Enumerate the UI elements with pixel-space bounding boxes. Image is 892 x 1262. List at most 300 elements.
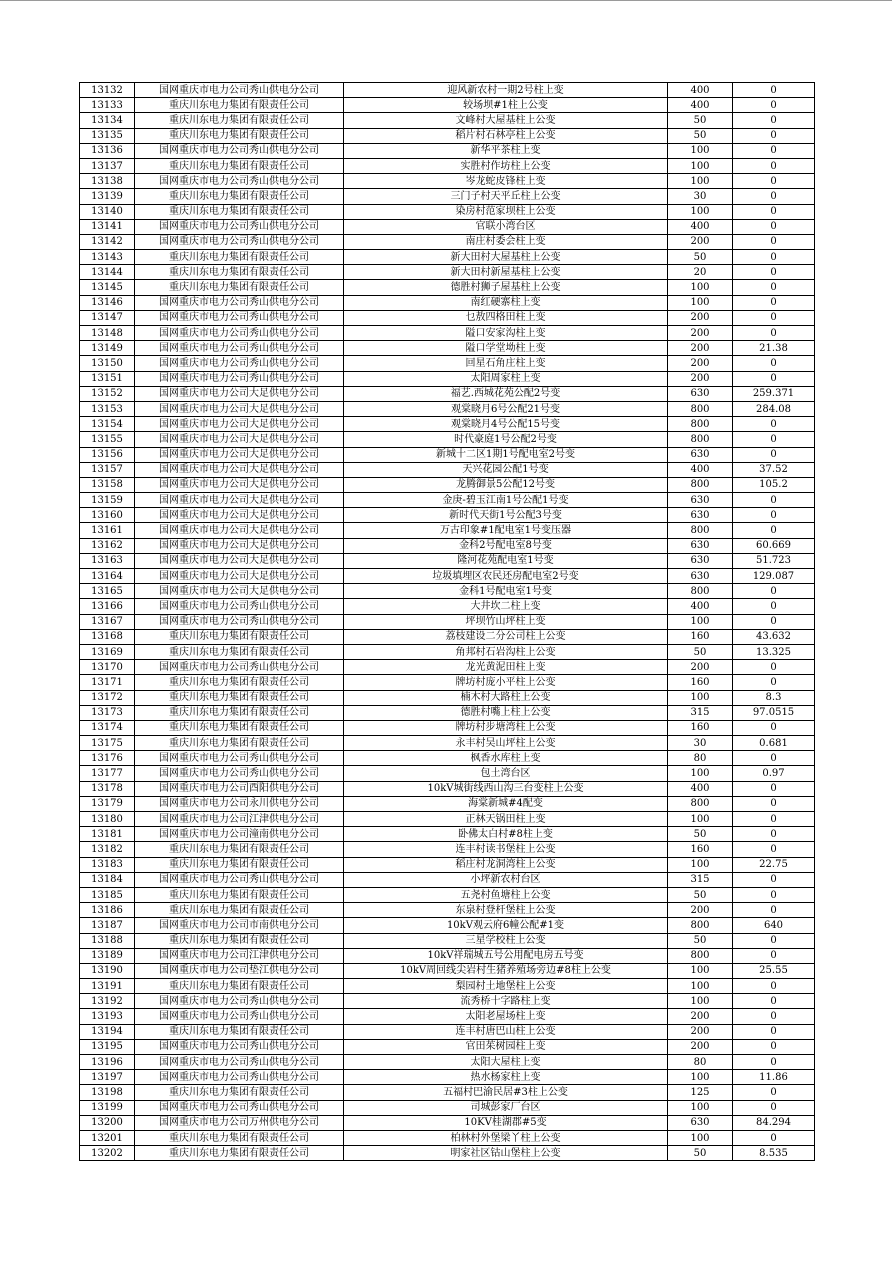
table-row: [80, 903, 815, 918]
cell-id: 13142: [80, 234, 135, 249]
cell-value: 0: [733, 219, 815, 234]
table-row: [80, 827, 815, 842]
cell-capacity: 125: [668, 1085, 733, 1100]
cell-company: 国网重庆市电力公司秀山供电分公司: [135, 1100, 344, 1115]
cell-transformer-name: 永丰村吴山坪柱上公变: [344, 736, 668, 751]
cell-value: 259.371: [733, 386, 815, 401]
cell-transformer-name: 大井坎二柱上变: [344, 599, 668, 614]
cell-id: 13191: [80, 979, 135, 994]
cell-company: 国网重庆市电力公司江津供电分公司: [135, 948, 344, 963]
cell-id: 13196: [80, 1055, 135, 1070]
cell-capacity: 200: [668, 326, 733, 341]
cell-id: 13202: [80, 1146, 135, 1161]
table-row: [80, 1055, 815, 1070]
cell-capacity: 160: [668, 675, 733, 690]
cell-transformer-name: 金科2号配电室8号变: [344, 538, 668, 553]
cell-capacity: 20: [668, 265, 733, 280]
cell-capacity: 100: [668, 690, 733, 705]
cell-transformer-name: 迎风新农村一期2号柱上变: [344, 83, 668, 98]
cell-capacity: 100: [668, 994, 733, 1009]
cell-capacity: 160: [668, 720, 733, 735]
table-row: [80, 1100, 815, 1115]
cell-value: 0: [733, 371, 815, 386]
cell-capacity: 100: [668, 204, 733, 219]
cell-capacity: 800: [668, 477, 733, 492]
cell-id: 13180: [80, 812, 135, 827]
table-row: [80, 432, 815, 447]
cell-capacity: 100: [668, 280, 733, 295]
cell-id: 13138: [80, 174, 135, 189]
cell-transformer-name: 南庄村委会柱上变: [344, 234, 668, 249]
cell-transformer-name: 卧佛太白村#8柱上变: [344, 827, 668, 842]
cell-value: 0: [733, 599, 815, 614]
cell-transformer-name: 五福村巴渝民居#3柱上公变: [344, 1085, 668, 1100]
cell-value: 129.087: [733, 569, 815, 584]
table-row: [80, 219, 815, 234]
cell-capacity: 400: [668, 781, 733, 796]
cell-id: 13135: [80, 128, 135, 143]
cell-capacity: 400: [668, 462, 733, 477]
cell-capacity: 800: [668, 401, 733, 416]
cell-value: 0: [733, 796, 815, 811]
table-row: [80, 280, 815, 295]
table-row: [80, 538, 815, 553]
cell-id: 13140: [80, 204, 135, 219]
cell-id: 13184: [80, 872, 135, 887]
cell-company: 国网重庆市电力公司大足供电分公司: [135, 584, 344, 599]
cell-company: 国网重庆市电力公司秀山供电分公司: [135, 371, 344, 386]
table-row: [80, 933, 815, 948]
cell-capacity: 50: [668, 113, 733, 128]
cell-capacity: 100: [668, 1100, 733, 1115]
cell-capacity: 30: [668, 189, 733, 204]
cell-capacity: 80: [668, 751, 733, 766]
cell-value: 0: [733, 265, 815, 280]
cell-id: 13182: [80, 842, 135, 857]
cell-id: 13160: [80, 508, 135, 523]
cell-id: 13188: [80, 933, 135, 948]
cell-transformer-name: 官田茱树园柱上变: [344, 1039, 668, 1054]
table-row: [80, 523, 815, 538]
cell-id: 13187: [80, 918, 135, 933]
cell-company: 国网重庆市电力公司大足供电分公司: [135, 417, 344, 432]
cell-id: 13186: [80, 903, 135, 918]
cell-company: 重庆川东电力集团有限责任公司: [135, 720, 344, 735]
cell-id: 13195: [80, 1039, 135, 1054]
table-row: [80, 386, 815, 401]
table-row: [80, 781, 815, 796]
cell-value: 0: [733, 432, 815, 447]
cell-capacity: 50: [668, 644, 733, 659]
cell-transformer-name: 太阳老屋场柱上变: [344, 1009, 668, 1024]
cell-transformer-name: 文峰村大屋基柱上公变: [344, 113, 668, 128]
cell-value: 0: [733, 417, 815, 432]
cell-id: 13198: [80, 1085, 135, 1100]
table-row: [80, 1130, 815, 1145]
cell-value: 13.325: [733, 644, 815, 659]
cell-id: 13141: [80, 219, 135, 234]
cell-value: 0: [733, 113, 815, 128]
cell-id: 13136: [80, 143, 135, 158]
cell-value: 0: [733, 326, 815, 341]
cell-value: 0: [733, 751, 815, 766]
table-row: [80, 1115, 815, 1130]
cell-value: 0: [733, 933, 815, 948]
cell-value: 0: [733, 948, 815, 963]
cell-company: 重庆川东电力集团有限责任公司: [135, 158, 344, 173]
cell-transformer-name: 染房村范家坝柱上公变: [344, 204, 668, 219]
cell-company: 重庆川东电力集团有限责任公司: [135, 1130, 344, 1145]
cell-value: 43.632: [733, 629, 815, 644]
table-row: [80, 812, 815, 827]
cell-transformer-name: 万古印象#1配电室1号变压器: [344, 523, 668, 538]
cell-company: 重庆川东电力集团有限责任公司: [135, 113, 344, 128]
cell-capacity: 50: [668, 250, 733, 265]
cell-id: 13201: [80, 1130, 135, 1145]
cell-value: 0: [733, 827, 815, 842]
cell-transformer-name: 观棠晓月6号公配21号变: [344, 401, 668, 416]
table-row: [80, 189, 815, 204]
cell-transformer-name: 新城十二区1期1号配电室2号变: [344, 447, 668, 462]
cell-capacity: 400: [668, 98, 733, 113]
cell-value: 0: [733, 812, 815, 827]
cell-capacity: 200: [668, 341, 733, 356]
cell-capacity: 630: [668, 569, 733, 584]
cell-id: 13170: [80, 660, 135, 675]
cell-id: 13179: [80, 796, 135, 811]
cell-company: 重庆川东电力集团有限责任公司: [135, 857, 344, 872]
table-row: [80, 265, 815, 280]
cell-transformer-name: 五尧村鱼塘柱上公变: [344, 887, 668, 902]
cell-id: 13133: [80, 98, 135, 113]
cell-capacity: 50: [668, 887, 733, 902]
cell-company: 重庆川东电力集团有限责任公司: [135, 705, 344, 720]
cell-company: 国网重庆市电力公司垫江供电分公司: [135, 963, 344, 978]
cell-value: 0: [733, 675, 815, 690]
cell-company: 国网重庆市电力公司秀山供电分公司: [135, 174, 344, 189]
cell-value: 0: [733, 310, 815, 325]
cell-value: 0: [733, 903, 815, 918]
cell-transformer-name: 龙光黄泥田柱上变: [344, 660, 668, 675]
cell-value: 51.723: [733, 553, 815, 568]
cell-capacity: 200: [668, 310, 733, 325]
table-row: [80, 629, 815, 644]
cell-company: 国网重庆市电力公司秀山供电分公司: [135, 234, 344, 249]
cell-transformer-name: 三门子村天平丘柱上公变: [344, 189, 668, 204]
cell-value: 0: [733, 204, 815, 219]
cell-company: 重庆川东电力集团有限责任公司: [135, 933, 344, 948]
cell-value: 21.38: [733, 341, 815, 356]
cell-capacity: 315: [668, 705, 733, 720]
cell-capacity: 50: [668, 1146, 733, 1161]
cell-company: 国网重庆市电力公司秀山供电分公司: [135, 872, 344, 887]
cell-company: 国网重庆市电力公司秀山供电分公司: [135, 326, 344, 341]
cell-capacity: 630: [668, 447, 733, 462]
cell-capacity: 50: [668, 933, 733, 948]
cell-company: 国网重庆市电力公司秀山供电分公司: [135, 219, 344, 234]
cell-id: 13174: [80, 720, 135, 735]
cell-transformer-name: 新大田村大屋基柱上公变: [344, 250, 668, 265]
cell-company: 重庆川东电力集团有限责任公司: [135, 736, 344, 751]
cell-company: 国网重庆市电力公司秀山供电分公司: [135, 295, 344, 310]
cell-company: 重庆川东电力集团有限责任公司: [135, 903, 344, 918]
table-row: [80, 295, 815, 310]
cell-transformer-name: 隘口安家沟柱上变: [344, 326, 668, 341]
table-row: [80, 204, 815, 219]
cell-id: 13134: [80, 113, 135, 128]
table-row: [80, 477, 815, 492]
cell-transformer-name: 天兴花园公配1号变: [344, 462, 668, 477]
table-row: [80, 690, 815, 705]
cell-transformer-name: 官联小湾台区: [344, 219, 668, 234]
cell-capacity: 100: [668, 1070, 733, 1085]
cell-company: 重庆川东电力集团有限责任公司: [135, 250, 344, 265]
cell-transformer-name: 坪坝竹山坪柱上变: [344, 614, 668, 629]
cell-capacity: 630: [668, 553, 733, 568]
cell-value: 0: [733, 979, 815, 994]
table-body: [80, 83, 815, 1161]
cell-capacity: 200: [668, 1009, 733, 1024]
cell-transformer-name: 正林天锅田柱上变: [344, 812, 668, 827]
table-row: [80, 326, 815, 341]
table-row: [80, 720, 815, 735]
cell-value: 0: [733, 614, 815, 629]
cell-transformer-name: 角邦村石岩沟柱上公变: [344, 644, 668, 659]
cell-company: 重庆川东电力集团有限责任公司: [135, 979, 344, 994]
cell-id: 13139: [80, 189, 135, 204]
data-table: [79, 82, 815, 1161]
cell-value: 0: [733, 584, 815, 599]
cell-company: 国网重庆市电力公司永川供电分公司: [135, 796, 344, 811]
cell-value: 0: [733, 128, 815, 143]
table-row: [80, 371, 815, 386]
cell-value: 11.86: [733, 1070, 815, 1085]
cell-transformer-name: 10kV祥瑞城五号公用配电房五号变: [344, 948, 668, 963]
cell-id: 13151: [80, 371, 135, 386]
table-row: [80, 963, 815, 978]
cell-capacity: 100: [668, 812, 733, 827]
table-row: [80, 83, 815, 98]
cell-id: 13199: [80, 1100, 135, 1115]
cell-id: 13200: [80, 1115, 135, 1130]
cell-value: 0: [733, 98, 815, 113]
cell-id: 13152: [80, 386, 135, 401]
cell-value: 0: [733, 234, 815, 249]
cell-transformer-name: 金庚-碧玉江南1号公配1号变: [344, 493, 668, 508]
cell-value: 0: [733, 250, 815, 265]
cell-value: 0: [733, 781, 815, 796]
cell-id: 13150: [80, 356, 135, 371]
cell-capacity: 200: [668, 371, 733, 386]
table-row: [80, 1024, 815, 1039]
cell-id: 13156: [80, 447, 135, 462]
cell-capacity: 160: [668, 629, 733, 644]
cell-id: 13173: [80, 705, 135, 720]
cell-id: 13157: [80, 462, 135, 477]
cell-id: 13155: [80, 432, 135, 447]
cell-capacity: 100: [668, 963, 733, 978]
table-row: [80, 1146, 815, 1161]
cell-company: 国网重庆市电力公司秀山供电分公司: [135, 660, 344, 675]
cell-capacity: 200: [668, 1039, 733, 1054]
cell-id: 13165: [80, 584, 135, 599]
cell-id: 13189: [80, 948, 135, 963]
cell-transformer-name: 金科1号配电室1号变: [344, 584, 668, 599]
cell-value: 0: [733, 1085, 815, 1100]
cell-company: 国网重庆市电力公司大足供电分公司: [135, 523, 344, 538]
cell-company: 国网重庆市电力公司秀山供电分公司: [135, 83, 344, 98]
cell-transformer-name: 包土湾台区: [344, 766, 668, 781]
cell-company: 重庆川东电力集团有限责任公司: [135, 98, 344, 113]
cell-transformer-name: 德胜村嘴上柱上公变: [344, 705, 668, 720]
cell-transformer-name: 稻庄村龙洞湾柱上公变: [344, 857, 668, 872]
cell-capacity: 800: [668, 918, 733, 933]
cell-value: 84.294: [733, 1115, 815, 1130]
cell-transformer-name: 稻片村石林亭柱上公变: [344, 128, 668, 143]
table-row: [80, 447, 815, 462]
cell-value: 0.681: [733, 736, 815, 751]
cell-company: 国网重庆市电力公司秀山供电分公司: [135, 1070, 344, 1085]
cell-capacity: 100: [668, 158, 733, 173]
cell-capacity: 400: [668, 599, 733, 614]
cell-id: 13161: [80, 523, 135, 538]
table-row: [80, 356, 815, 371]
cell-company: 国网重庆市电力公司大足供电分公司: [135, 477, 344, 492]
cell-value: 0: [733, 720, 815, 735]
cell-transformer-name: 10kV周回线尖岩村生猪养殖场旁边#8柱上公变: [344, 963, 668, 978]
cell-value: 0: [733, 295, 815, 310]
cell-capacity: 100: [668, 614, 733, 629]
cell-id: 13132: [80, 83, 135, 98]
table-row: [80, 842, 815, 857]
cell-capacity: 630: [668, 1115, 733, 1130]
cell-company: 重庆川东电力集团有限责任公司: [135, 644, 344, 659]
cell-value: 0: [733, 994, 815, 1009]
cell-value: 0: [733, 887, 815, 902]
cell-value: 97.0515: [733, 705, 815, 720]
cell-id: 13164: [80, 569, 135, 584]
cell-id: 13137: [80, 158, 135, 173]
cell-company: 重庆川东电力集团有限责任公司: [135, 1024, 344, 1039]
cell-capacity: 800: [668, 796, 733, 811]
cell-value: 0: [733, 1009, 815, 1024]
cell-capacity: 630: [668, 386, 733, 401]
cell-transformer-name: 海棠新城#4配变: [344, 796, 668, 811]
cell-capacity: 100: [668, 174, 733, 189]
cell-id: 13159: [80, 493, 135, 508]
table-row: [80, 796, 815, 811]
cell-company: 重庆川东电力集团有限责任公司: [135, 675, 344, 690]
cell-value: 0: [733, 660, 815, 675]
cell-company: 国网重庆市电力公司大足供电分公司: [135, 538, 344, 553]
cell-value: 0: [733, 356, 815, 371]
table-row: [80, 508, 815, 523]
top-rule: [0, 0, 892, 1]
cell-id: 13149: [80, 341, 135, 356]
cell-id: 13172: [80, 690, 135, 705]
cell-id: 13181: [80, 827, 135, 842]
cell-transformer-name: 回星石角庄柱上变: [344, 356, 668, 371]
table-row: [80, 994, 815, 1009]
table-row: [80, 614, 815, 629]
cell-capacity: 200: [668, 1024, 733, 1039]
cell-transformer-name: 牌坊村庞小平柱上公变: [344, 675, 668, 690]
table-row: [80, 857, 815, 872]
cell-capacity: 100: [668, 295, 733, 310]
cell-company: 重庆川东电力集团有限责任公司: [135, 690, 344, 705]
cell-value: 0: [733, 1100, 815, 1115]
cell-id: 13144: [80, 265, 135, 280]
cell-value: 0: [733, 447, 815, 462]
table-row: [80, 660, 815, 675]
cell-id: 13171: [80, 675, 135, 690]
cell-transformer-name: 太阳大屋柱上变: [344, 1055, 668, 1070]
table-row: [80, 872, 815, 887]
cell-company: 重庆川东电力集团有限责任公司: [135, 1146, 344, 1161]
cell-transformer-name: 龙腾御景5公配12号变: [344, 477, 668, 492]
cell-transformer-name: 新大田村新屋基柱上公变: [344, 265, 668, 280]
cell-id: 13153: [80, 401, 135, 416]
table-row: [80, 113, 815, 128]
table-row: [80, 705, 815, 720]
cell-company: 国网重庆市电力公司万州供电分公司: [135, 1115, 344, 1130]
cell-value: 105.2: [733, 477, 815, 492]
table-row: [80, 766, 815, 781]
cell-company: 国网重庆市电力公司酉阳供电分公司: [135, 781, 344, 796]
cell-transformer-name: 连丰村唐巴山柱上公变: [344, 1024, 668, 1039]
cell-value: 0.97: [733, 766, 815, 781]
table-row: [80, 584, 815, 599]
cell-transformer-name: 福艺.西城花苑公配2号变: [344, 386, 668, 401]
cell-transformer-name: 荔枝建设二分公司柱上公变: [344, 629, 668, 644]
cell-capacity: 315: [668, 872, 733, 887]
cell-company: 国网重庆市电力公司大足供电分公司: [135, 508, 344, 523]
table-row: [80, 143, 815, 158]
table-row: [80, 234, 815, 249]
cell-company: 国网重庆市电力公司秀山供电分公司: [135, 599, 344, 614]
cell-transformer-name: 南红硬寨柱上变: [344, 295, 668, 310]
cell-capacity: 100: [668, 979, 733, 994]
cell-transformer-name: 热水杨家柱上变: [344, 1070, 668, 1085]
table-row: [80, 887, 815, 902]
cell-value: 0: [733, 1055, 815, 1070]
cell-company: 国网重庆市电力公司秀山供电分公司: [135, 356, 344, 371]
table-row: [80, 644, 815, 659]
cell-id: 13168: [80, 629, 135, 644]
cell-capacity: 100: [668, 143, 733, 158]
cell-company: 国网重庆市电力公司大足供电分公司: [135, 432, 344, 447]
cell-id: 13158: [80, 477, 135, 492]
cell-capacity: 200: [668, 356, 733, 371]
cell-capacity: 100: [668, 766, 733, 781]
table-row: [80, 1085, 815, 1100]
cell-company: 国网重庆市电力公司江津供电分公司: [135, 812, 344, 827]
cell-capacity: 800: [668, 948, 733, 963]
table-row: [80, 401, 815, 416]
cell-company: 重庆川东电力集团有限责任公司: [135, 265, 344, 280]
cell-company: 国网重庆市电力公司秀山供电分公司: [135, 1039, 344, 1054]
cell-transformer-name: 楠木村大路柱上公变: [344, 690, 668, 705]
table-row: [80, 918, 815, 933]
cell-value: 0: [733, 174, 815, 189]
cell-value: 8.535: [733, 1146, 815, 1161]
cell-transformer-name: 东泉村登杆堡柱上公变: [344, 903, 668, 918]
table-row: [80, 675, 815, 690]
table-row: [80, 310, 815, 325]
table-row: [80, 128, 815, 143]
table-row: [80, 250, 815, 265]
table-row: [80, 98, 815, 113]
